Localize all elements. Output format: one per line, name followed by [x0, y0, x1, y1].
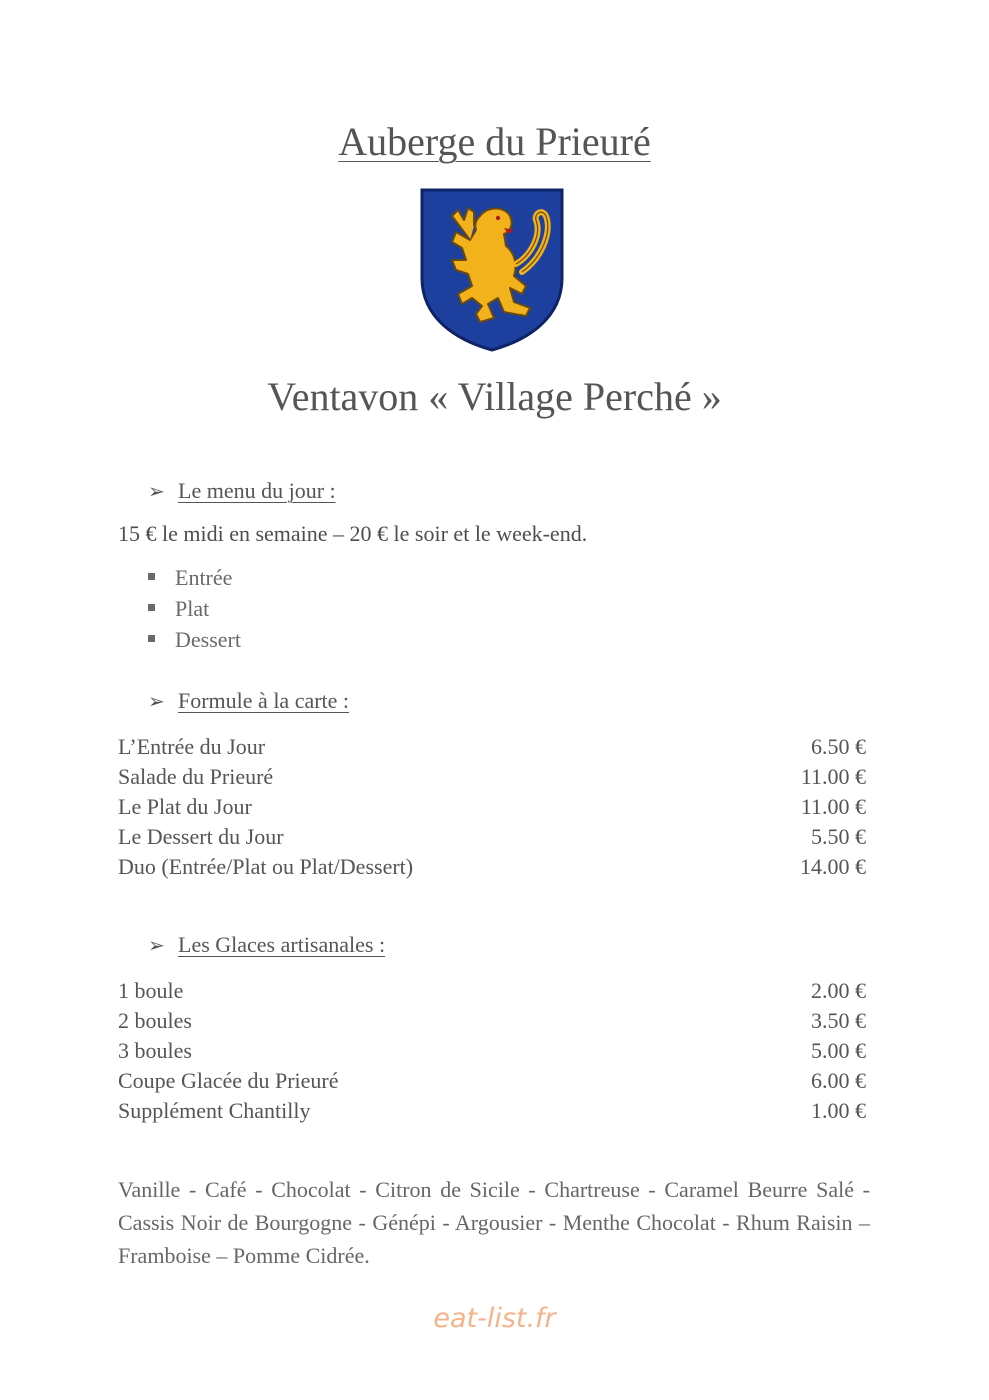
item-price: 5.50 €	[811, 824, 866, 849]
menu-row	[118, 1098, 866, 1128]
item-price: 11.00 €	[800, 764, 866, 789]
section-heading-label: Les Glaces artisanales :	[178, 932, 386, 957]
square-bullet-icon	[148, 635, 155, 642]
section-heading-formule	[148, 688, 349, 714]
item-price: 2.00 €	[811, 978, 866, 1003]
menu-row	[118, 1038, 866, 1068]
list-item-label: Plat	[175, 596, 210, 621]
item-price: 11.00 €	[800, 794, 866, 819]
arrow-bullet-icon: ➢	[148, 481, 165, 503]
item-name: Salade du Prieuré	[118, 764, 274, 789]
page-subtitle: Ventavon « Village Perché »	[267, 374, 722, 419]
flavor-list: Vanille - Café - Chocolat - Citron de Sicile - Chartreuse - Caramel Beurre Salé - Cassis Noir de Bourgogne - Génépi - Argousier - Menthe Chocolat - Rhum Raisin – Framboise – Pomme Cidrée.	[118, 1177, 870, 1268]
item-name: Le Plat du Jour	[118, 794, 252, 819]
section-heading-glaces	[148, 932, 385, 958]
item-price: 5.00 €	[811, 1038, 866, 1063]
item-name: 3 boules	[118, 1038, 192, 1063]
item-name: Supplément Chantilly	[118, 1098, 311, 1123]
list-item	[148, 596, 209, 622]
menu-row	[118, 978, 866, 1008]
list-item-label: Entrée	[175, 565, 233, 590]
arrow-bullet-icon: ➢	[148, 935, 165, 957]
item-price: 14.00 €	[800, 854, 866, 879]
item-price: 6.00 €	[811, 1068, 866, 1093]
section-heading-label: Le menu du jour :	[178, 478, 336, 503]
section-heading-menu-du-jour	[148, 478, 336, 504]
list-item-label: Dessert	[175, 627, 241, 652]
square-bullet-icon	[148, 604, 155, 611]
watermark: eat-list.fr	[433, 1303, 556, 1334]
arrow-bullet-icon: ➢	[148, 691, 165, 713]
menu-row	[118, 854, 866, 884]
menu-row	[118, 764, 866, 794]
item-name: L’Entrée du Jour	[118, 734, 266, 759]
item-name: 2 boules	[118, 1008, 192, 1033]
item-price: 6.50 €	[811, 734, 866, 759]
rampant-lion-shield-icon	[418, 186, 566, 352]
section-heading-label: Formule à la carte :	[178, 688, 350, 713]
square-bullet-icon	[148, 573, 155, 580]
menu-row	[118, 824, 866, 854]
menu-row	[118, 794, 866, 824]
menu-row	[118, 1068, 866, 1098]
item-name: Le Dessert du Jour	[118, 824, 284, 849]
item-name: 1 boule	[118, 978, 184, 1003]
item-price: 1.00 €	[811, 1098, 866, 1123]
item-name: Coupe Glacée du Prieuré	[118, 1068, 339, 1093]
list-item	[148, 565, 232, 591]
list-item	[148, 627, 241, 653]
page-title: Auberge du Prieuré	[338, 119, 651, 164]
menu-row	[118, 734, 866, 764]
menu-price-line: 15 € le midi en semaine – 20 € le soir et le week-end.	[118, 521, 588, 546]
item-name: Duo (Entrée/Plat ou Plat/Dessert)	[118, 854, 414, 879]
menu-row	[118, 1008, 866, 1038]
item-price: 3.50 €	[811, 1008, 866, 1033]
